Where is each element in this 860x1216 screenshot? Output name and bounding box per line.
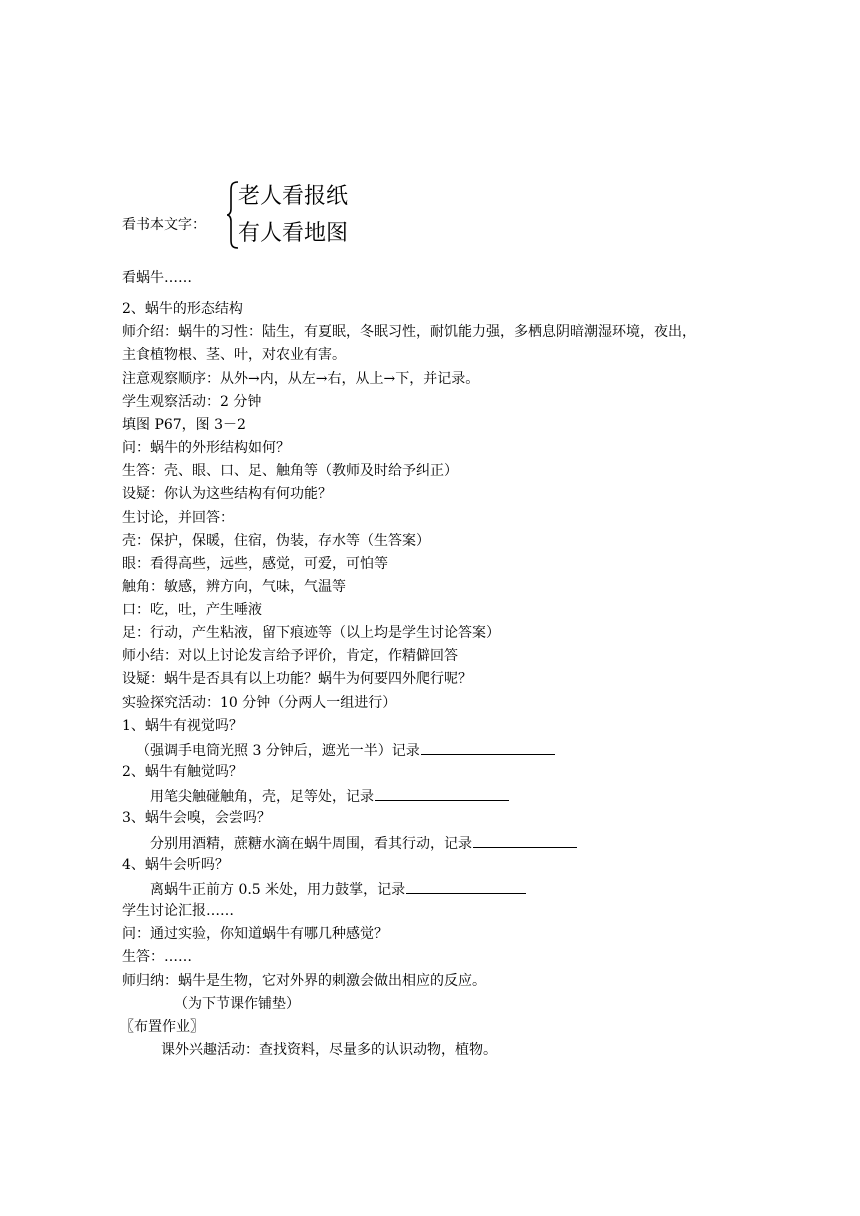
fill-blank[interactable] [473, 832, 577, 848]
text-line: 足：行动，产生粘液，留下痕迹等（以上均是学生讨论答案） [122, 625, 500, 641]
text-line: 看蜗牛…… [122, 270, 192, 286]
record-text: 分别用酒精，蔗糖水滴在蜗牛周围，看其行动，记录 [150, 836, 472, 852]
text-line: 学生讨论汇报…… [122, 903, 234, 919]
brace-item-2: 有人看地图 [238, 221, 349, 246]
record-line [136, 739, 555, 761]
text-line: 课外兴趣活动：查找资料，尽量多的认识动物，植物。 [161, 1042, 497, 1058]
text-line: 2、蜗牛有触觉吗？ [122, 764, 243, 780]
text-line: 生答：…… [122, 949, 192, 965]
text-line: 设疑：蜗牛是否具有以上功能？蜗牛为何要四外爬行呢？ [122, 671, 472, 687]
text-line: 主食植物根、茎、叶，对农业有害。 [122, 347, 346, 363]
text-line: 1、蜗牛有视觉吗？ [122, 718, 243, 734]
fill-blank[interactable] [406, 878, 526, 894]
record-text: 离蜗牛正前方 0.5 米处，用力鼓掌，记录 [150, 882, 406, 898]
text-line: （为下节课作铺垫） [174, 996, 300, 1012]
text-line: 填图 P67，图 3－2 [122, 417, 246, 433]
text-line: 触角：敏感，辨方向，气味，气温等 [122, 579, 346, 595]
text-line: 师小结：对以上讨论发言给予评价，肯定，作精僻回答 [122, 648, 458, 664]
text-line: 设疑：你认为这些结构有何功能？ [122, 486, 332, 502]
text-line: 口：吃，吐，产生唾液 [122, 602, 262, 618]
record-line [150, 832, 577, 854]
text-line: 师归纳：蜗牛是生物，它对外界的刺激会做出相应的反应。 [122, 973, 486, 989]
text-line: 4、蜗牛会听吗？ [122, 857, 229, 873]
text-line: 眼：看得高些，远些，感觉，可爱，可怕等 [122, 556, 388, 572]
text-line: 注意观察顺序：从外→内，从左→右，从上→下，并记录。 [122, 371, 480, 387]
text-line: 壳：保护，保暖，住宿，伪装，存水等（生答案） [122, 533, 430, 549]
record-line [150, 785, 509, 807]
text-line: 学生观察活动：2 分钟 [122, 394, 262, 410]
fill-blank[interactable] [375, 785, 509, 801]
read-text-label: 看书本文字： [122, 217, 206, 233]
record-text: 用笔尖触碰触角，壳，足等处，记录 [150, 789, 374, 805]
text-line: 生答：壳、眼、口、足、触角等（教师及时给予纠正） [122, 463, 458, 479]
brace-item-1: 老人看报纸 [238, 184, 349, 209]
text-line: 师介绍：蜗牛的习性：陆生，有夏眠，冬眠习性，耐饥能力强，多栖息阴暗潮湿环境，夜出， [122, 324, 696, 340]
record-line [150, 878, 526, 900]
text-line: 生讨论，并回答： [122, 510, 234, 526]
text-line: 实验探究活动：10 分钟（分两人一组进行） [122, 695, 397, 711]
fill-blank[interactable] [421, 739, 555, 755]
record-text: （强调手电筒光照 3 分钟后，遮光一半）记录 [136, 743, 420, 759]
section-heading: 2、蜗牛的形态结构 [122, 301, 243, 317]
section-heading: 〖布置作业〗 [120, 1019, 204, 1035]
text-line: 问：通过实验，你知道蜗牛有哪几种感觉？ [122, 926, 388, 942]
text-line: 3、蜗牛会嗅，会尝吗？ [122, 810, 271, 826]
text-line: 问：蜗牛的外形结构如何？ [122, 440, 290, 456]
